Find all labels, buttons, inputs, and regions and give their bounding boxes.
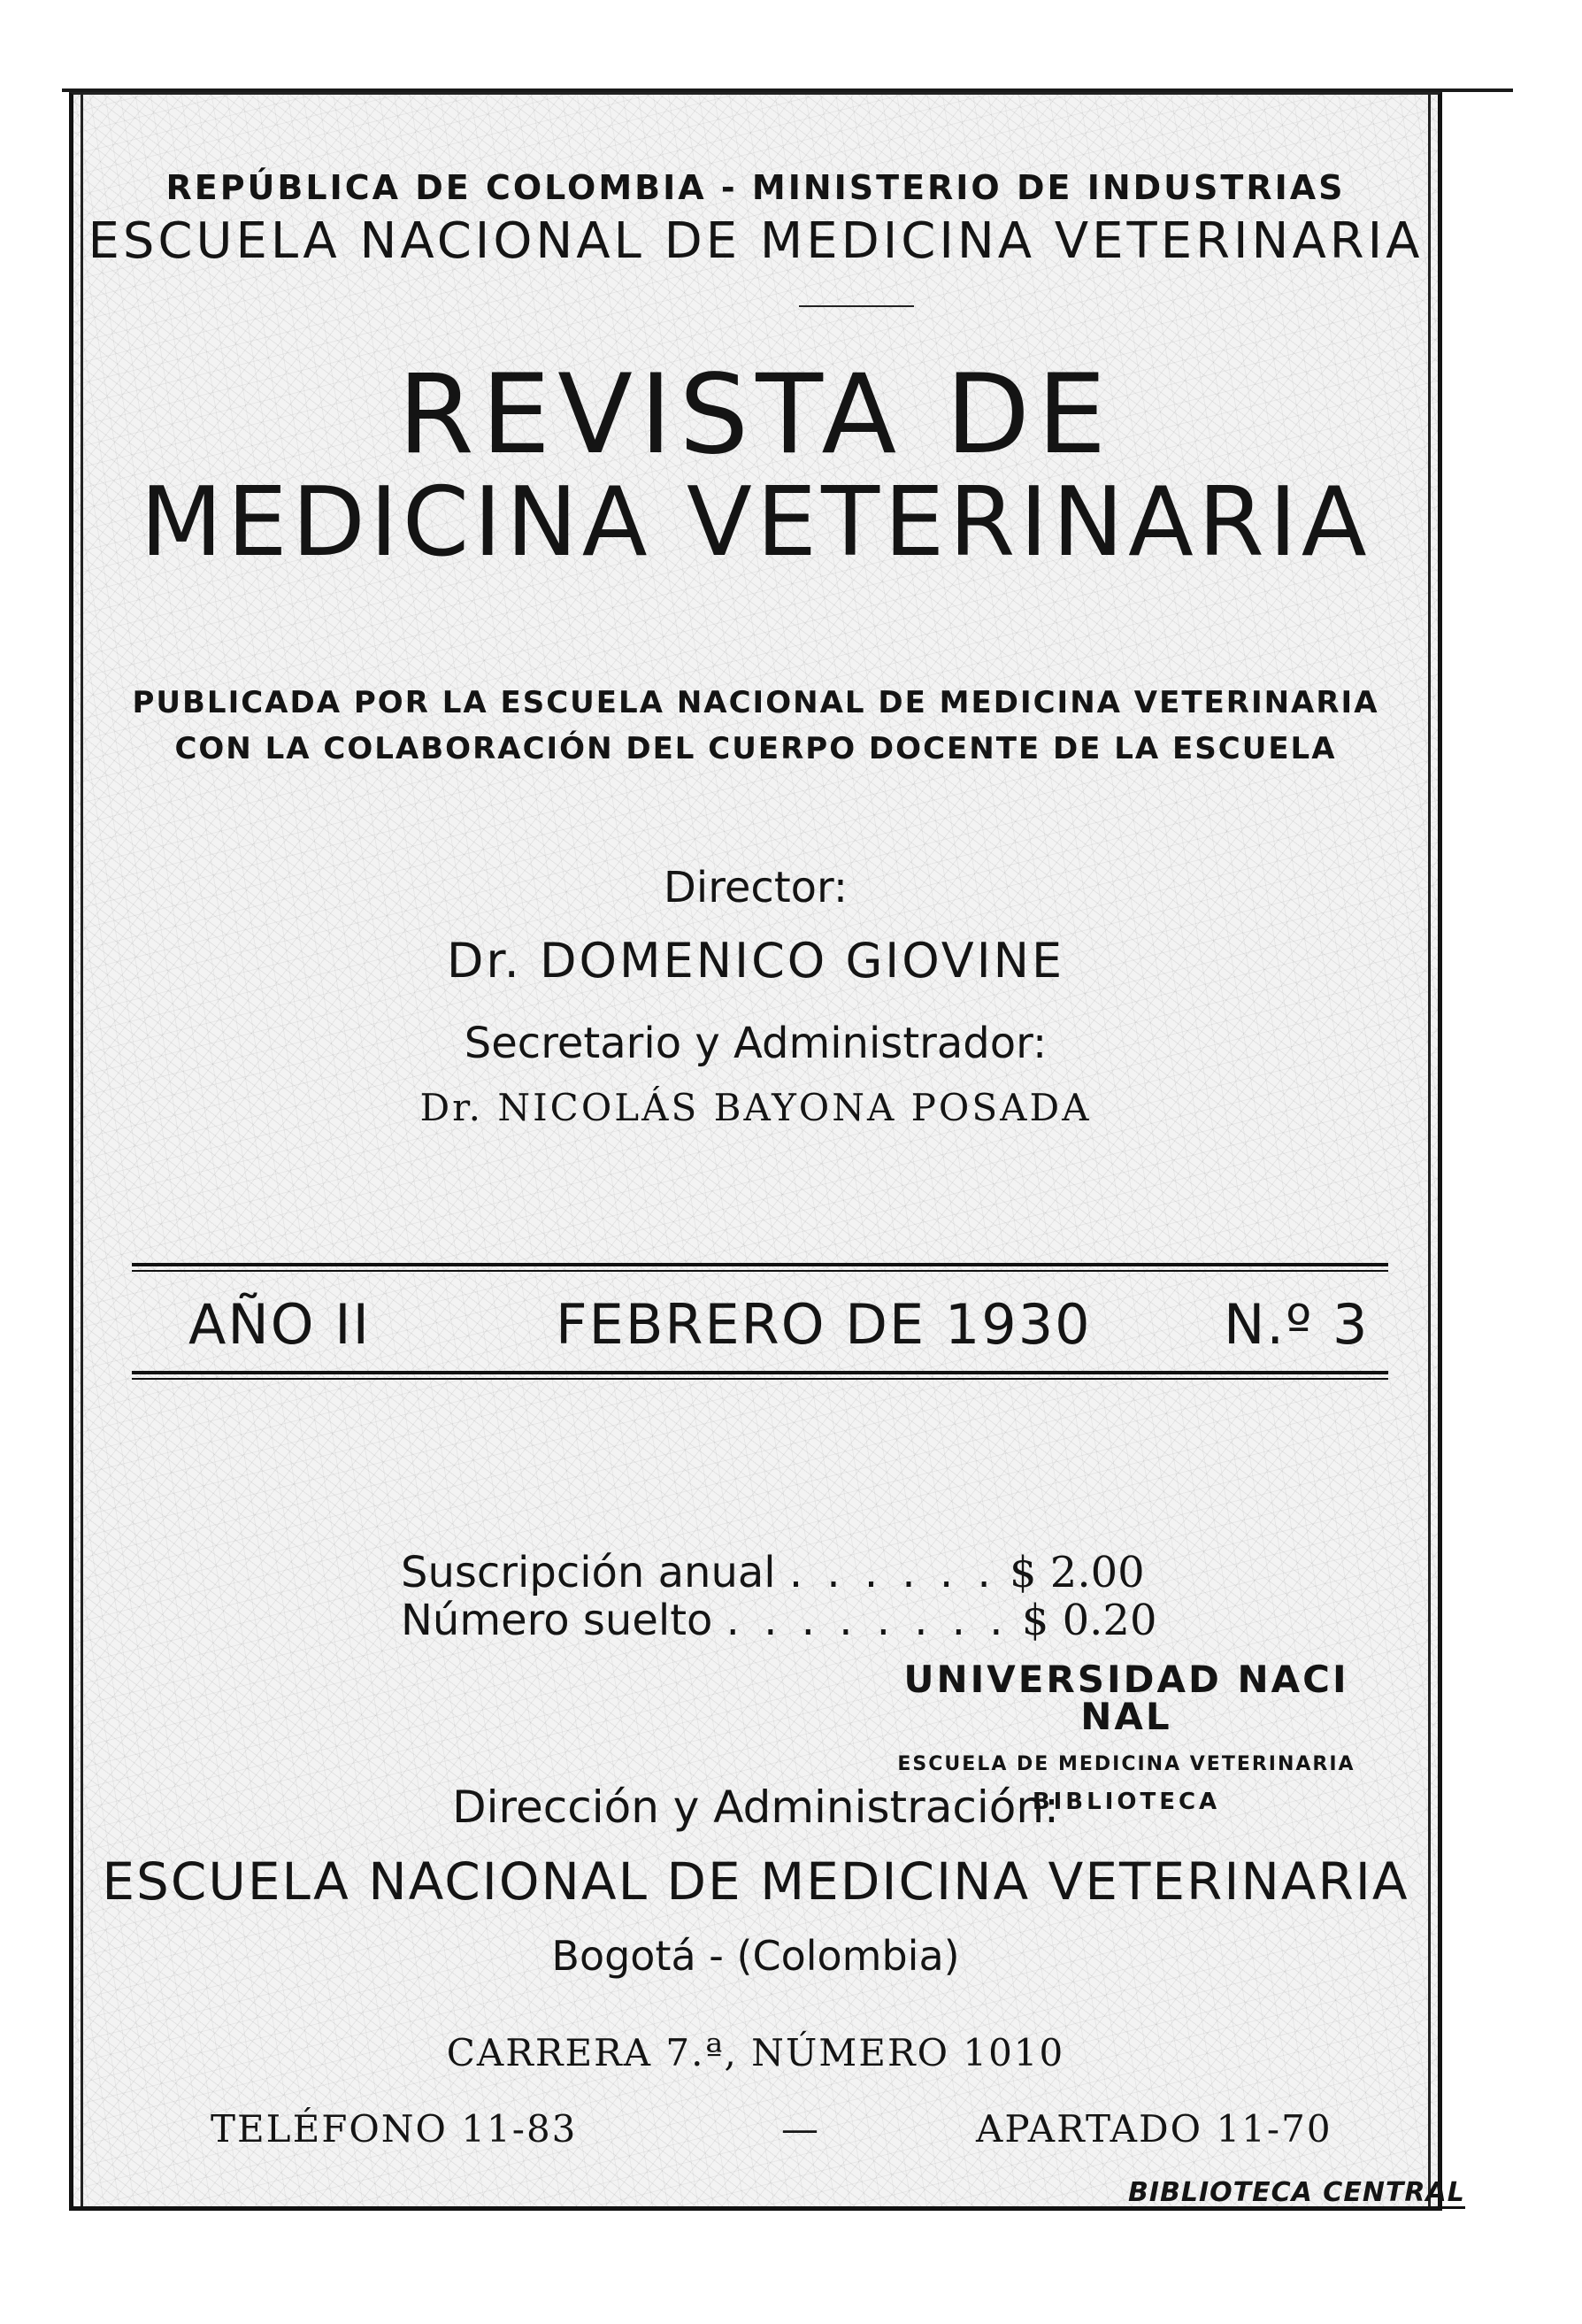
issue-row	[73, 1289, 1438, 1360]
publication-line-2: CON LA COLABORACIÓN DEL CUERPO DOCENTE DE LA ESCUELA	[174, 731, 1337, 766]
director-label: Director:	[663, 863, 849, 912]
title-line-2: MEDICINA VETERINARIA	[140, 467, 1371, 578]
issue-rule-bottom-thin	[132, 1378, 1388, 1380]
issue-rule-top	[132, 1263, 1388, 1266]
price-amount: $ 2.00	[1009, 1548, 1145, 1597]
contact-separator: —	[781, 2107, 820, 2151]
director-name: Dr. DOMENICO GIOVINE	[446, 933, 1065, 989]
price-leader: . . . . . . . .	[726, 1596, 1009, 1645]
issue-rule-bottom	[132, 1371, 1388, 1374]
price-label: Número suelto	[401, 1596, 713, 1645]
address-label: Dirección y Administración:	[452, 1781, 1059, 1833]
price-amount: $ 0.20	[1021, 1596, 1157, 1645]
corner-library-stamp: BIBLIOTECA CENTRAL	[1128, 2177, 1465, 2208]
price-single-issue	[401, 1596, 1157, 1645]
stamp-library: BIBLIOTECA	[1032, 1789, 1221, 1815]
secretario-label: Secretario y Administrador:	[464, 1019, 1048, 1068]
price-label: Suscripción anual	[401, 1548, 776, 1597]
cover-frame	[69, 92, 1465, 2211]
price-leader: . . . . . .	[788, 1548, 996, 1597]
header-divider	[799, 305, 914, 307]
issue-rule-top-thin	[132, 1270, 1388, 1272]
stamp-school: ESCUELA DE MEDICINA VETERINARIA	[897, 1753, 1355, 1775]
price-subscription	[401, 1548, 1145, 1597]
address-city: Bogotá - (Colombia)	[551, 1932, 960, 1980]
publication-line-1: PUBLICADA POR LA ESCUELA NACIONAL DE MEDICINA VETERINARIA	[132, 685, 1379, 720]
address-street: CARRERA 7.ª, NÚMERO 1010	[446, 2031, 1065, 2074]
issue-year: AÑO II	[188, 1292, 371, 1357]
po-box: APARTADO 11-70	[976, 2107, 1332, 2151]
republica-header: REPÚBLICA DE COLOMBIA - MINISTERIO DE INDUSTRIAS	[165, 168, 1346, 207]
secretario-name: Dr. NICOLÁS BAYONA POSADA	[419, 1086, 1092, 1129]
title-line-1: REVISTA DE	[397, 351, 1114, 479]
stamp-university: UNIVERSIDAD NACI NAL	[903, 1658, 1349, 1738]
issue-number: N.º 3	[1224, 1292, 1370, 1357]
escuela-header: ESCUELA NACIONAL DE MEDICINA VETERINARIA	[88, 212, 1424, 270]
address-school: ESCUELA NACIONAL DE MEDICINA VETERINARIA	[102, 1851, 1409, 1912]
issue-date: FEBRERO DE 1930	[556, 1292, 1092, 1357]
telephone: TELÉFONO 11-83	[211, 2107, 578, 2151]
